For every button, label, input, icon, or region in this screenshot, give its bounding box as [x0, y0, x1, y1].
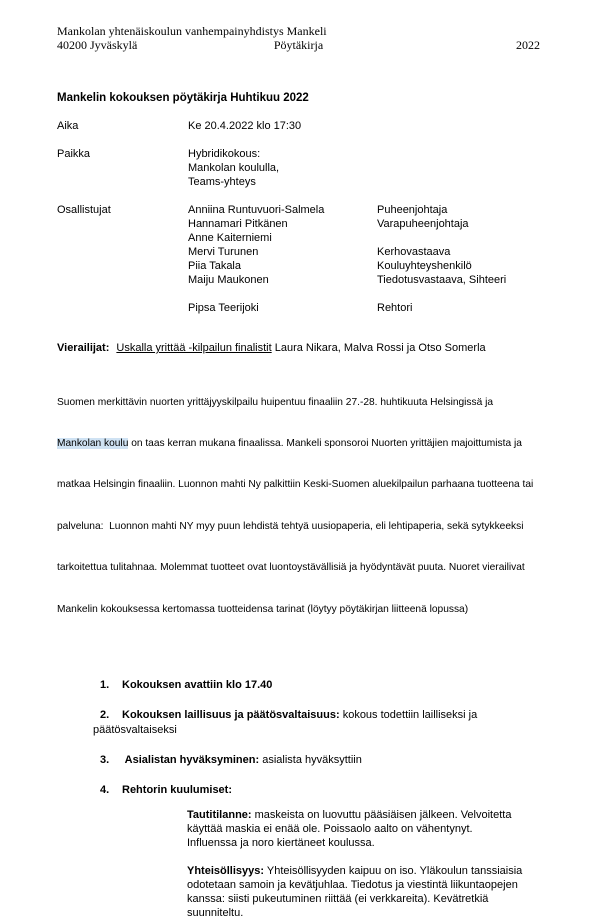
org-postal-code: 40200 Jyväskylä — [57, 38, 138, 52]
subsection-text: maskeista on luovuttu pääsiäisen jälkeen. Velvoitetta käyttää maskia ei enää ole. Poissaolo aalto on vähentynyt. Influenssa ja noro kiertäneet koulussa. — [187, 808, 515, 849]
visitors-line — [57, 341, 540, 355]
participant-row — [188, 217, 506, 231]
subsection-community — [187, 864, 524, 920]
participant-role: Kerhovastaava — [377, 246, 451, 258]
document-year: 2022 — [516, 38, 540, 52]
participants-list — [188, 203, 506, 315]
agenda-number: 1. — [100, 678, 110, 691]
subsection-heading: Yhteisöllisyys: — [187, 864, 265, 877]
agenda-item-1 — [93, 678, 540, 693]
participant-role: Rehtori — [377, 302, 413, 314]
header-second-line — [57, 38, 540, 52]
highlighted-text: Mankolan koulu — [57, 437, 129, 449]
participant-role: Kouluyhteyshenkilö — [377, 260, 472, 272]
place-line: Mankolan koululla, — [188, 162, 280, 174]
meeting-time-value: Ke 20.4.2022 klo 17:30 — [188, 120, 302, 132]
place-line: Hybridikokous: — [188, 148, 261, 160]
visitors-label: Vierailijat: — [57, 342, 110, 354]
visitors-competition-finalists: Uskalla yrittää -kilpailun finalistit — [116, 342, 272, 354]
agenda-number: 4. — [100, 783, 110, 796]
participant-row — [188, 245, 506, 259]
participant-row — [188, 259, 506, 273]
participant-name: Anniina Runtuvuori-Salmela — [188, 204, 325, 216]
intro-line: palveluna: Luonnon mahti NY myy puun lehdistä tehtyä uusiopaperia, eli lehtipaperia, sekä sytykkeeksi — [57, 520, 524, 532]
intro-paragraph — [57, 368, 569, 644]
intro-line — [57, 437, 569, 451]
visitors-names: Laura Nikara, Malva Rossi ja Otso Somerla — [271, 342, 486, 354]
agenda-number: 2. — [100, 708, 110, 721]
intro-line: matkaa Helsingin finaaliin. Luonnon mahti Ny palkittiin Keski-Suomen aluekilpailun parhaana tuotteena tai — [57, 479, 534, 491]
agenda-item-heading: Kokouksen laillisuus ja päätösvaltaisuus: — [122, 708, 340, 721]
document-header — [57, 24, 540, 52]
agenda-item-heading: Asialistan hyväksyminen: — [122, 753, 260, 766]
participant-row — [188, 203, 506, 217]
participant-row — [188, 273, 506, 287]
meeting-time-label: Aika — [57, 120, 79, 132]
intro-line: tarkoitettua tulitahnaa. Molemmat tuotteet ovat luontoystävällisiä ja hyödyntävät puuta. Nuoret vierailivat — [57, 562, 525, 574]
agenda-item-3 — [93, 753, 540, 768]
agenda-item-heading: Kokouksen avattiin klo 17.40 — [122, 678, 273, 691]
agenda-item-2 — [93, 708, 540, 738]
participant-name: Anne Kaiterniemi — [188, 232, 272, 244]
subsection-text: Yhteisöllisyyden kaipuu on iso. Yläkoulun tanssiaisia odotetaan samoin ja kevätjuhlaa. Tiedotus ja viestintä liikuntaopejen kanssa: siisti pukeutuminen riittää (ei verkkareita). Kevätretkiä suunniteltu. — [187, 864, 526, 919]
meeting-time-row — [57, 119, 540, 133]
agenda-item-text: kokous todettiin lailliseksi ja päätösvaltaiseksi — [93, 708, 481, 736]
participant-row — [188, 231, 506, 245]
agenda-number: 3. — [100, 753, 110, 766]
participant-row — [188, 301, 506, 315]
principal-updates — [187, 808, 540, 920]
intro-line-rest: on taas kerran mukana finaalissa. Mankeli sponsoroi Nuorten yrittäjien majoittumista ja — [128, 437, 522, 449]
intro-line: Mankelin kokouksessa kertomassa tuotteidensa tarinat (löytyy pöytäkirjan liitteenä lopussa) — [57, 603, 469, 615]
org-name: Mankolan yhtenäiskoulun vanhempainyhdistys Mankeli — [57, 24, 327, 38]
agenda-item-heading: Rehtorin kuulumiset: — [122, 783, 233, 796]
participant-name: Hannamari Pitkänen — [188, 218, 288, 230]
intro-line: Suomen merkittävin nuorten yrittäjyyskilpailu huipentuu finaaliin 27.-28. huhtikuuta Helsingissä ja — [57, 396, 494, 408]
participant-name: Pipsa Teerijoki — [188, 302, 259, 314]
subsection-disease-situation — [187, 808, 524, 850]
participant-role: Tiedotusvastaava, Sihteeri — [377, 274, 507, 286]
participant-role — [377, 231, 506, 245]
participants-row — [57, 203, 540, 315]
participant-name: Piia Takala — [188, 260, 241, 272]
document-type: Pöytäkirja — [273, 38, 324, 52]
meeting-place-value — [188, 147, 279, 189]
meeting-place-label: Paikka — [57, 148, 91, 160]
agenda-item-4 — [93, 783, 540, 798]
participant-name: Maiju Maukonen — [188, 274, 269, 286]
subsection-heading: Tautitilanne: — [187, 808, 252, 821]
agenda-item-text: asialista hyväksyttiin — [259, 753, 362, 766]
place-line: Teams-yhteys — [188, 176, 256, 188]
agenda-list — [57, 678, 540, 798]
participants-label: Osallistujat — [57, 204, 111, 216]
participant-name: Mervi Turunen — [188, 246, 259, 258]
page-title: Mankelin kokouksen pöytäkirja Huhtikuu 2022 — [57, 92, 309, 104]
participant-role: Puheenjohtaja — [377, 204, 448, 216]
meeting-place-row — [57, 147, 540, 189]
participant-role: Varapuheenjohtaja — [377, 218, 469, 230]
